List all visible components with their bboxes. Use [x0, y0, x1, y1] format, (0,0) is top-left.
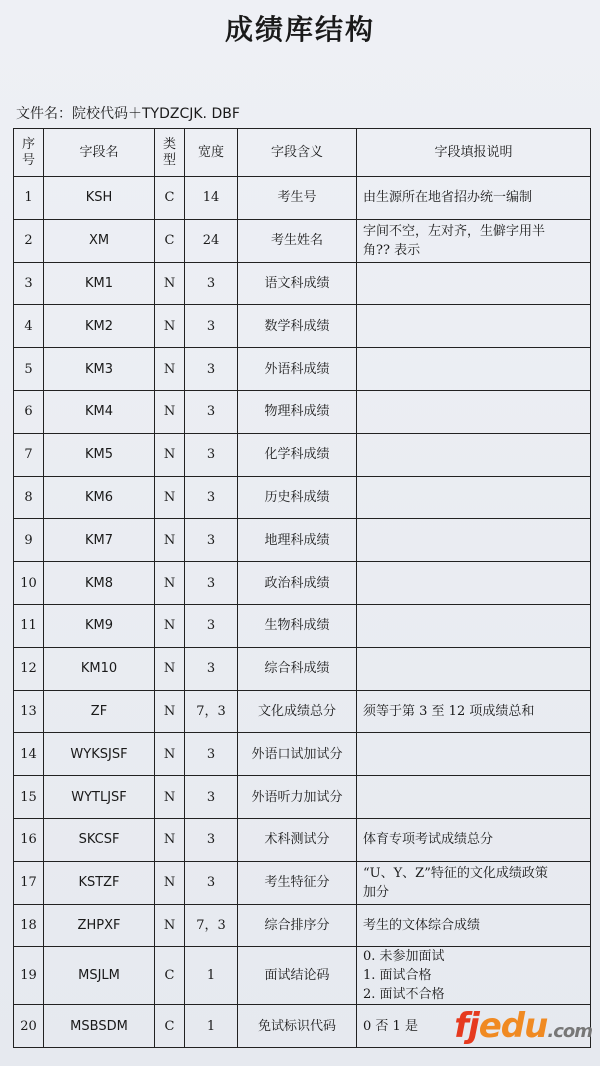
table-row	[14, 818, 591, 861]
cell-type: C	[155, 219, 185, 262]
cell-type: N	[155, 776, 185, 819]
cell-width: 3	[185, 562, 238, 605]
cell-width: 3	[185, 818, 238, 861]
table-row	[14, 690, 591, 733]
cell-width: 3	[185, 348, 238, 391]
cell-seq: 6	[14, 390, 44, 433]
cell-seq: 4	[14, 305, 44, 348]
cell-meaning: 生物科成绩	[238, 604, 357, 647]
cell-meaning: 术科测试分	[238, 818, 357, 861]
table-row	[14, 219, 591, 262]
cell-meaning: 综合排序分	[238, 904, 357, 947]
cell-width: 3	[185, 476, 238, 519]
cell-type: N	[155, 262, 185, 305]
cell-width: 7，3	[185, 904, 238, 947]
cell-note	[357, 733, 591, 776]
table-row	[14, 947, 591, 1005]
table-row	[14, 604, 591, 647]
table-row	[14, 519, 591, 562]
header-seq: 序号	[14, 129, 44, 177]
cell-meaning: 考生特征分	[238, 861, 357, 904]
cell-note	[357, 177, 591, 220]
cell-field: MSJLM	[44, 947, 155, 1005]
cell-seq: 2	[14, 219, 44, 262]
cell-seq: 18	[14, 904, 44, 947]
cell-field: KM10	[44, 647, 155, 690]
table-row	[14, 305, 591, 348]
cell-width: 3	[185, 647, 238, 690]
cell-width: 3	[185, 305, 238, 348]
cell-type: C	[155, 947, 185, 1005]
table-header-row	[14, 129, 591, 177]
cell-meaning: 物理科成绩	[238, 390, 357, 433]
cell-note	[357, 690, 591, 733]
cell-field: MSBSDM	[44, 1005, 155, 1048]
cell-seq: 12	[14, 647, 44, 690]
header-type: 类型	[155, 129, 185, 177]
cell-note	[357, 861, 591, 904]
cell-type: N	[155, 733, 185, 776]
cell-note-line: 加分	[363, 884, 390, 900]
cell-seq: 15	[14, 776, 44, 819]
cell-seq: 13	[14, 690, 44, 733]
cell-note-line: 0 否 1 是	[363, 1018, 418, 1034]
cell-note	[357, 562, 591, 605]
header-width: 宽度	[185, 129, 238, 177]
score-structure-table	[13, 128, 591, 1048]
cell-field: KM5	[44, 433, 155, 476]
cell-note-line: “U、Y、Z”特征的文化成绩政策	[363, 865, 548, 881]
header-note: 字段填报说明	[357, 129, 591, 177]
cell-note-line: 0. 未参加面试	[363, 949, 445, 965]
cell-type: N	[155, 861, 185, 904]
cell-note	[357, 604, 591, 647]
cell-width: 3	[185, 604, 238, 647]
cell-field: WYTLJSF	[44, 776, 155, 819]
cell-meaning: 考生号	[238, 177, 357, 220]
cell-meaning: 历史科成绩	[238, 476, 357, 519]
cell-type: N	[155, 647, 185, 690]
cell-seq: 17	[14, 861, 44, 904]
cell-note-line: 字间不空，左对齐，生僻字用半	[363, 223, 546, 239]
cell-type: N	[155, 476, 185, 519]
cell-field: ZHPXF	[44, 904, 155, 947]
cell-meaning: 外语科成绩	[238, 348, 357, 391]
cell-field: KSH	[44, 177, 155, 220]
cell-note	[357, 947, 591, 1005]
cell-seq: 14	[14, 733, 44, 776]
cell-type: C	[155, 177, 185, 220]
cell-field: KM6	[44, 476, 155, 519]
cell-meaning: 语文科成绩	[238, 262, 357, 305]
cell-field: XM	[44, 219, 155, 262]
file-name-label: 文件名：院校代码＋TYDZCJK. DBF	[16, 106, 240, 122]
table-row	[14, 390, 591, 433]
cell-seq: 11	[14, 604, 44, 647]
cell-note-line: 角?? 表示	[363, 242, 421, 258]
header-meaning: 字段含义	[238, 129, 357, 177]
cell-note	[357, 433, 591, 476]
cell-field: KM2	[44, 305, 155, 348]
cell-field: KM9	[44, 604, 155, 647]
table-body	[14, 177, 591, 1048]
cell-width: 1	[185, 947, 238, 1005]
cell-meaning: 综合科成绩	[238, 647, 357, 690]
cell-note	[357, 818, 591, 861]
cell-field: KM7	[44, 519, 155, 562]
cell-meaning: 数学科成绩	[238, 305, 357, 348]
cell-field: WYKSJSF	[44, 733, 155, 776]
table-row	[14, 647, 591, 690]
cell-width: 3	[185, 433, 238, 476]
cell-field: KM4	[44, 390, 155, 433]
cell-note	[357, 262, 591, 305]
table-row	[14, 262, 591, 305]
cell-field: ZF	[44, 690, 155, 733]
site-logo-watermark: fjedu.com	[454, 1006, 592, 1046]
cell-meaning: 外语听力加试分	[238, 776, 357, 819]
cell-width: 3	[185, 390, 238, 433]
cell-width: 3	[185, 262, 238, 305]
cell-width: 14	[185, 177, 238, 220]
cell-seq: 5	[14, 348, 44, 391]
cell-field: KSTZF	[44, 861, 155, 904]
cell-field: KM8	[44, 562, 155, 605]
cell-field: SKCSF	[44, 818, 155, 861]
cell-meaning: 文化成绩总分	[238, 690, 357, 733]
table-row	[14, 476, 591, 519]
cell-type: N	[155, 305, 185, 348]
table-row	[14, 861, 591, 904]
cell-note-line: 由生源所在地省招办统一编制	[363, 190, 533, 206]
cell-meaning: 考生姓名	[238, 219, 357, 262]
cell-type: N	[155, 562, 185, 605]
cell-seq: 10	[14, 562, 44, 605]
cell-width: 3	[185, 733, 238, 776]
cell-note	[357, 305, 591, 348]
cell-type: N	[155, 904, 185, 947]
cell-meaning: 免试标识代码	[238, 1005, 357, 1048]
table-row	[14, 562, 591, 605]
cell-width: 3	[185, 776, 238, 819]
cell-note-line: 考生的文体综合成绩	[363, 917, 481, 933]
cell-note-line: 1. 面试合格	[363, 968, 432, 984]
table-row	[14, 177, 591, 220]
cell-seq: 1	[14, 177, 44, 220]
cell-type: N	[155, 690, 185, 733]
cell-meaning: 面试结论码	[238, 947, 357, 1005]
cell-note	[357, 219, 591, 262]
cell-width: 7，3	[185, 690, 238, 733]
table-row	[14, 433, 591, 476]
page-title: 成绩库结构	[224, 13, 375, 46]
cell-meaning: 政治科成绩	[238, 562, 357, 605]
header-field: 字段名	[44, 129, 155, 177]
cell-field: KM3	[44, 348, 155, 391]
cell-type: N	[155, 604, 185, 647]
cell-seq: 7	[14, 433, 44, 476]
cell-note	[357, 776, 591, 819]
cell-note-line: 2. 面试不合格	[363, 987, 445, 1003]
cell-meaning: 外语口试加试分	[238, 733, 357, 776]
cell-field: KM1	[44, 262, 155, 305]
cell-type: C	[155, 1005, 185, 1048]
cell-width: 3	[185, 519, 238, 562]
cell-seq: 16	[14, 818, 44, 861]
cell-width: 24	[185, 219, 238, 262]
cell-width: 3	[185, 861, 238, 904]
table-row	[14, 904, 591, 947]
cell-note	[357, 476, 591, 519]
cell-type: N	[155, 818, 185, 861]
cell-type: N	[155, 390, 185, 433]
cell-seq: 9	[14, 519, 44, 562]
cell-note	[357, 904, 591, 947]
table-row	[14, 733, 591, 776]
cell-meaning: 化学科成绩	[238, 433, 357, 476]
cell-meaning: 地理科成绩	[238, 519, 357, 562]
cell-width: 1	[185, 1005, 238, 1048]
cell-seq: 19	[14, 947, 44, 1005]
cell-type: N	[155, 519, 185, 562]
table-row	[14, 348, 591, 391]
cell-seq: 8	[14, 476, 44, 519]
cell-type: N	[155, 348, 185, 391]
cell-note	[357, 348, 591, 391]
cell-type: N	[155, 433, 185, 476]
cell-note	[357, 390, 591, 433]
cell-note-line: 体育专项考试成绩总分	[363, 832, 494, 848]
table-row	[14, 776, 591, 819]
cell-note-line: 须等于第 3 至 12 项成绩总和	[363, 703, 535, 719]
cell-seq: 3	[14, 262, 44, 305]
score-structure-table-wrap	[13, 128, 590, 1048]
cell-note	[357, 647, 591, 690]
cell-note	[357, 519, 591, 562]
cell-seq: 20	[14, 1005, 44, 1048]
